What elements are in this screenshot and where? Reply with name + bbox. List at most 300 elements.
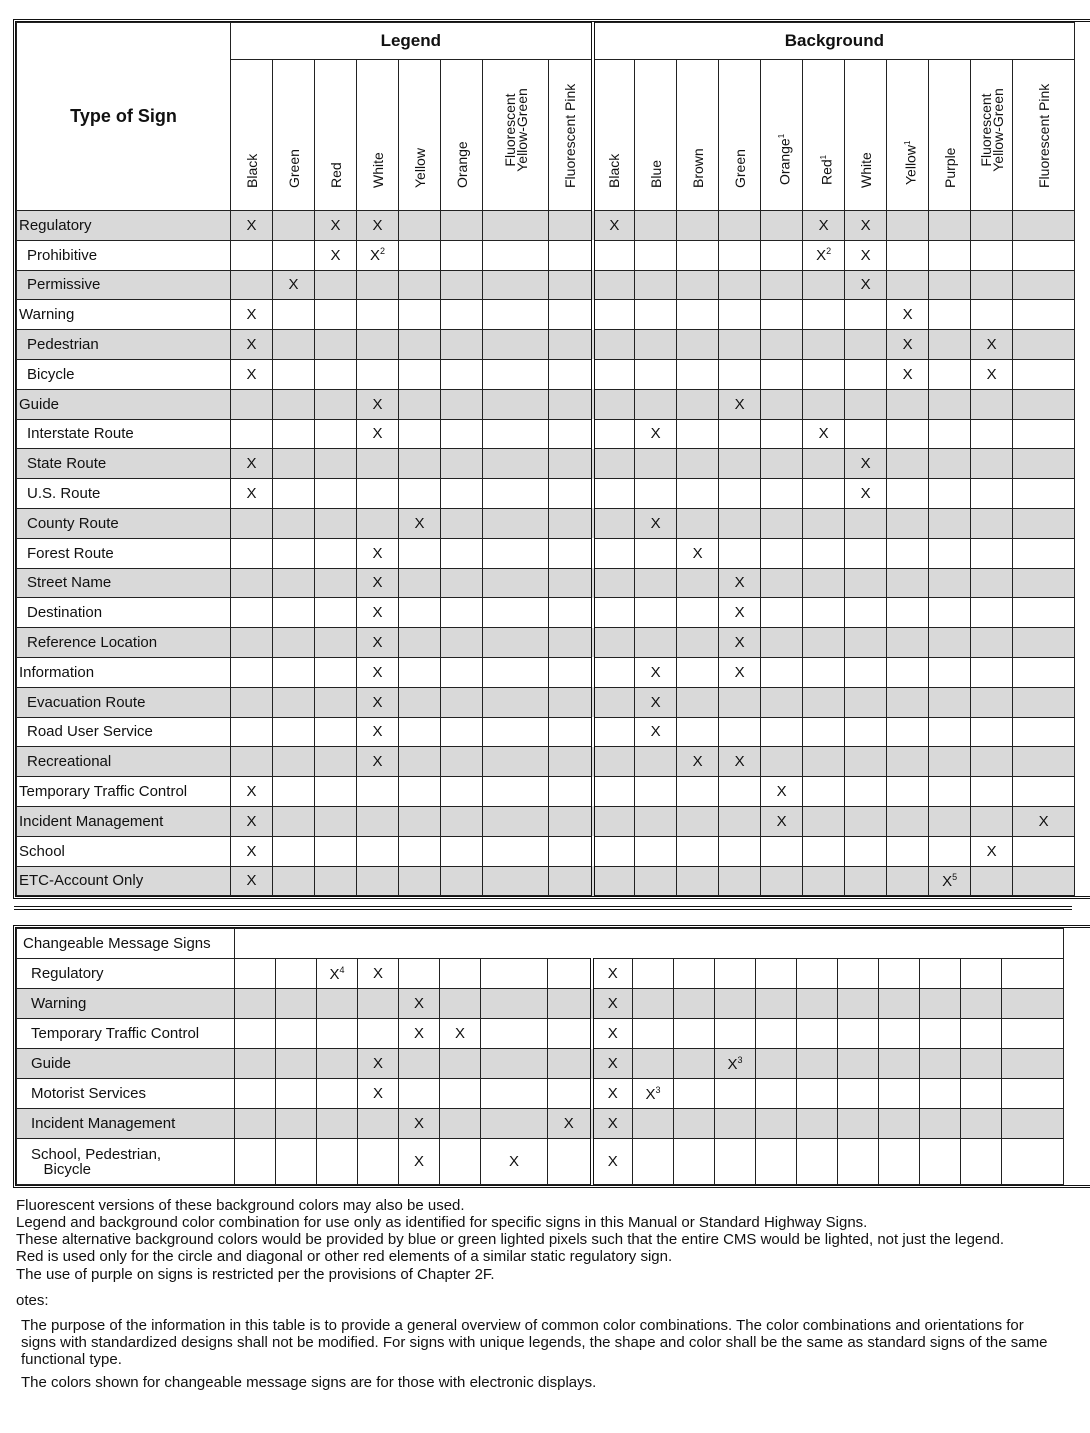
cms-background-cell <box>797 1079 838 1109</box>
cms-background-cell <box>674 959 715 989</box>
background-cell <box>761 211 803 241</box>
cms-row <box>17 1049 1090 1079</box>
legend-cell <box>399 717 441 747</box>
legend-cell <box>399 211 441 241</box>
cms-background-cell <box>838 1139 879 1185</box>
background-cell <box>677 211 719 241</box>
legend-cell <box>483 270 549 300</box>
background-cell <box>1013 717 1075 747</box>
cms-row <box>17 1079 1090 1109</box>
background-cell <box>1013 538 1075 568</box>
background-cell <box>887 747 929 777</box>
cms-row-label: Temporary Traffic Control <box>17 1019 235 1049</box>
table-row <box>17 866 1090 896</box>
background-cell <box>929 300 971 330</box>
legend-cell <box>399 747 441 777</box>
background-cell <box>593 240 635 270</box>
cms-legend-cell <box>548 1049 592 1079</box>
legend-cell <box>231 270 273 300</box>
legend-cell <box>399 359 441 389</box>
legend-cell <box>441 598 483 628</box>
cms-background-cell <box>879 1109 920 1139</box>
cms-legend-cell: X <box>399 1139 440 1185</box>
background-cell <box>1013 508 1075 538</box>
legend-cell <box>483 300 549 330</box>
legend-cell <box>273 419 315 449</box>
cms-background-cell <box>920 1079 961 1109</box>
legend-cell: X <box>231 836 273 866</box>
background-cell <box>845 747 887 777</box>
cms-legend-cell <box>399 1079 440 1109</box>
cms-background-cell: X <box>592 1139 633 1185</box>
legend-cell <box>483 717 549 747</box>
background-cell <box>887 211 929 241</box>
cms-legend-cell <box>440 1079 481 1109</box>
background-cell <box>887 598 929 628</box>
cms-legend-cell <box>317 1019 358 1049</box>
background-cell: X <box>971 359 1013 389</box>
legend-cell <box>273 538 315 568</box>
legend-cell <box>483 211 549 241</box>
cms-background-cell <box>879 959 920 989</box>
background-cell <box>677 836 719 866</box>
cms-row <box>17 959 1090 989</box>
legend-cell <box>273 330 315 360</box>
legend-cell <box>399 449 441 479</box>
background-cell: X <box>1013 806 1075 836</box>
cms-legend-cell <box>399 1049 440 1079</box>
background-cell <box>761 389 803 419</box>
background-cell <box>971 687 1013 717</box>
background-cell <box>971 717 1013 747</box>
color-combination-table <box>16 22 1090 896</box>
background-cell <box>887 777 929 807</box>
cms-background-cell <box>879 1139 920 1185</box>
legend-cell: X <box>357 568 399 598</box>
legend-cell <box>483 508 549 538</box>
note-2: The colors shown for changeable message signs are for those with electronic displays. <box>21 1374 597 1391</box>
legend-cell <box>549 628 593 658</box>
legend-cell <box>483 240 549 270</box>
legend-cell <box>273 508 315 538</box>
background-cell <box>845 419 887 449</box>
cms-background-cell <box>674 1139 715 1185</box>
legend-cell <box>315 359 357 389</box>
cms-row <box>17 989 1090 1019</box>
background-cell <box>719 419 761 449</box>
cms-legend-cell <box>548 959 592 989</box>
cms-legend-cell <box>358 1019 399 1049</box>
legend-cell <box>357 359 399 389</box>
background-cell <box>803 479 845 509</box>
background-cell <box>803 687 845 717</box>
legend-cell <box>441 747 483 777</box>
cms-legend-cell <box>481 989 548 1019</box>
row-label: State Route <box>17 449 231 479</box>
cms-background-cell <box>633 1019 674 1049</box>
legend-cell <box>441 836 483 866</box>
table-row <box>17 687 1090 717</box>
table-row <box>17 747 1090 777</box>
background-cell <box>929 538 971 568</box>
legend-cell <box>357 449 399 479</box>
legend-cell <box>441 687 483 717</box>
legend-cell <box>315 628 357 658</box>
legend-cell <box>483 747 549 777</box>
background-cell <box>803 717 845 747</box>
row-label: Permissive <box>17 270 231 300</box>
background-cell <box>803 270 845 300</box>
legend-cell <box>315 687 357 717</box>
background-cell: X <box>719 389 761 419</box>
legend-cell <box>315 866 357 896</box>
background-cell <box>971 449 1013 479</box>
row-label: Regulatory <box>17 211 231 241</box>
cms-legend-cell <box>440 1049 481 1079</box>
background-cell <box>761 538 803 568</box>
background-cell <box>1013 300 1075 330</box>
legend-cell: X <box>231 866 273 896</box>
cms-background-cell <box>1002 1079 1064 1109</box>
legend-cell <box>399 568 441 598</box>
cms-background-cell: $X^3$ <box>633 1079 674 1109</box>
background-cell <box>929 508 971 538</box>
row-label: Interstate Route <box>17 419 231 449</box>
background-cell <box>1013 568 1075 598</box>
cms-background-cell: X <box>592 1019 633 1049</box>
legend-cell <box>315 330 357 360</box>
background-cell <box>719 300 761 330</box>
table-row <box>17 568 1090 598</box>
legend-cell <box>399 598 441 628</box>
background-cell <box>929 240 971 270</box>
legend-cell <box>231 747 273 777</box>
background-group-header: Background <box>593 23 1075 60</box>
legend-cell <box>483 389 549 419</box>
background-cell <box>803 598 845 628</box>
legend-cell <box>315 508 357 538</box>
cms-background-cell <box>961 1049 1002 1079</box>
background-cell <box>971 628 1013 658</box>
legend-cell <box>231 240 273 270</box>
legend-cell <box>549 717 593 747</box>
background-cell <box>803 657 845 687</box>
legend-cell <box>549 687 593 717</box>
background-cell <box>845 866 887 896</box>
row-label: School <box>17 836 231 866</box>
background-cell <box>593 479 635 509</box>
background-cell <box>845 806 887 836</box>
cms-row-label: Incident Management <box>17 1109 235 1139</box>
background-cell: X <box>887 359 929 389</box>
cms-legend-cell <box>548 1139 592 1185</box>
background-cell: X <box>635 687 677 717</box>
background-cell: X <box>803 419 845 449</box>
cms-background-cell <box>797 1049 838 1079</box>
background-cell <box>635 836 677 866</box>
background-cell <box>593 777 635 807</box>
background-cell <box>593 806 635 836</box>
cms-background-cell <box>674 1019 715 1049</box>
background-cell <box>635 270 677 300</box>
legend-cell <box>549 389 593 419</box>
legend-cell <box>549 240 593 270</box>
background-cell <box>803 777 845 807</box>
background-cell <box>593 657 635 687</box>
notes-heading: otes: <box>16 1292 49 1309</box>
legend-cell: X <box>357 419 399 449</box>
legend-cell <box>315 419 357 449</box>
cms-background-cell <box>961 989 1002 1019</box>
background-cell <box>761 300 803 330</box>
cms-legend-cell <box>481 959 548 989</box>
background-cell <box>677 479 719 509</box>
legend-cell <box>399 836 441 866</box>
background-cell <box>719 687 761 717</box>
legend-cell <box>399 389 441 419</box>
cms-legend-cell <box>317 1079 358 1109</box>
background-cell <box>761 717 803 747</box>
legend-cell <box>231 628 273 658</box>
background-cell <box>593 300 635 330</box>
background-cell: X <box>593 211 635 241</box>
background-col-red: Red$^1$ <box>803 60 845 211</box>
cms-legend-cell <box>235 1049 276 1079</box>
table-row <box>17 836 1090 866</box>
legend-cell <box>483 449 549 479</box>
row-label: Evacuation Route <box>17 687 231 717</box>
background-cell <box>887 270 929 300</box>
row-label: Temporary Traffic Control <box>17 777 231 807</box>
background-cell <box>593 687 635 717</box>
legend-cell <box>315 747 357 777</box>
cms-legend-cell <box>440 959 481 989</box>
legend-cell: X <box>357 389 399 419</box>
legend-cell <box>357 508 399 538</box>
background-cell <box>593 419 635 449</box>
background-cell <box>761 687 803 717</box>
legend-cell: X <box>231 449 273 479</box>
cms-legend-cell <box>235 989 276 1019</box>
background-cell <box>677 389 719 419</box>
legend-col-orange: Orange <box>441 60 483 211</box>
background-cell <box>635 300 677 330</box>
background-cell: X <box>845 449 887 479</box>
cms-legend-cell <box>548 989 592 1019</box>
cms-background-cell <box>756 1019 797 1049</box>
legend-cell: X <box>231 211 273 241</box>
legend-cell <box>399 300 441 330</box>
legend-cell <box>357 479 399 509</box>
background-cell <box>635 568 677 598</box>
background-cell <box>719 330 761 360</box>
table-row <box>17 777 1090 807</box>
cms-background-cell <box>715 1079 756 1109</box>
table-row <box>17 389 1090 419</box>
cms-row-label: School, Pedestrian, Bicycle <box>17 1139 235 1185</box>
legend-cell <box>441 806 483 836</box>
background-cell: X <box>845 479 887 509</box>
legend-cell <box>399 330 441 360</box>
legend-cell <box>315 568 357 598</box>
background-cell <box>803 747 845 777</box>
legend-col-green: Green <box>273 60 315 211</box>
cms-legend-cell <box>481 1049 548 1079</box>
background-cell <box>719 449 761 479</box>
row-label: Reference Location <box>17 628 231 658</box>
legend-cell <box>549 359 593 389</box>
cms-title-spacer <box>235 929 1064 959</box>
cms-legend-cell <box>317 989 358 1019</box>
cms-legend-cell <box>276 1019 317 1049</box>
legend-cell <box>483 628 549 658</box>
background-cell: X <box>803 211 845 241</box>
legend-cell <box>483 836 549 866</box>
background-cell: X <box>719 657 761 687</box>
legend-cell <box>549 538 593 568</box>
background-cell <box>929 657 971 687</box>
cms-legend-cell <box>276 1109 317 1139</box>
cms-legend-cell: X <box>399 1109 440 1139</box>
row-label: Prohibitive <box>17 240 231 270</box>
legend-cell <box>483 687 549 717</box>
background-col-green: Green <box>719 60 761 211</box>
cms-legend-cell: X <box>358 1049 399 1079</box>
legend-cell: X <box>231 806 273 836</box>
legend-cell <box>357 836 399 866</box>
cms-legend-cell <box>317 1049 358 1079</box>
cms-row <box>17 1019 1090 1049</box>
background-cell <box>761 628 803 658</box>
cms-background-cell <box>1002 1139 1064 1185</box>
cms-background-cell <box>756 959 797 989</box>
row-label: Recreational <box>17 747 231 777</box>
legend-cell <box>357 300 399 330</box>
sign-type-rows <box>17 211 1090 896</box>
legend-cell: X <box>231 777 273 807</box>
legend-cell <box>357 806 399 836</box>
background-cell <box>719 806 761 836</box>
background-cell <box>761 359 803 389</box>
changeable-message-signs-table <box>16 928 1090 1185</box>
legend-cell: X <box>357 628 399 658</box>
cms-legend-cell <box>276 989 317 1019</box>
background-col-fluorescent-yellow-green: Fluorescent Yellow-Green <box>971 60 1013 211</box>
legend-cell <box>441 270 483 300</box>
background-cell <box>887 687 929 717</box>
legend-cell: X <box>231 479 273 509</box>
legend-cell <box>441 628 483 658</box>
background-cell <box>593 538 635 568</box>
cms-legend-cell: X <box>358 959 399 989</box>
background-cell <box>761 866 803 896</box>
background-cell <box>971 479 1013 509</box>
cms-background-cell <box>674 1079 715 1109</box>
background-cell <box>971 657 1013 687</box>
background-cell <box>887 717 929 747</box>
cms-background-cell <box>838 1079 879 1109</box>
legend-cell <box>399 479 441 509</box>
background-cell <box>1013 240 1075 270</box>
cms-background-cell <box>838 989 879 1019</box>
cms-row-label: Guide <box>17 1049 235 1079</box>
cms-background-cell: X <box>592 1079 633 1109</box>
background-cell <box>887 419 929 449</box>
background-cell <box>929 330 971 360</box>
background-cell <box>635 449 677 479</box>
background-cell <box>593 389 635 419</box>
background-cell <box>803 568 845 598</box>
legend-cell <box>399 687 441 717</box>
table-row <box>17 240 1090 270</box>
background-cell <box>887 479 929 509</box>
background-cell <box>635 628 677 658</box>
background-cell <box>845 717 887 747</box>
cms-legend-cell <box>235 1139 276 1185</box>
cms-legend-cell <box>235 1109 276 1139</box>
background-cell <box>1013 359 1075 389</box>
cms-legend-cell: X <box>358 1079 399 1109</box>
background-cell <box>593 508 635 538</box>
legend-cell <box>483 419 549 449</box>
background-cell <box>845 836 887 866</box>
background-cell <box>803 508 845 538</box>
background-cell <box>845 568 887 598</box>
background-cell: X <box>845 211 887 241</box>
legend-cell <box>273 359 315 389</box>
cms-row-label: Warning <box>17 989 235 1019</box>
legend-cell: X <box>357 687 399 717</box>
background-cell <box>887 240 929 270</box>
cms-background-cell <box>756 1049 797 1079</box>
row-label: Warning <box>17 300 231 330</box>
note-1: The purpose of the information in this table is to provide a general overview of common color combinations. The color combinations and orientations for signs with standardized designs shall not be modified. For signs with unique legends, the shape and color shall be the same as standard signs of the same functional type. <box>21 1317 1048 1368</box>
row-label: U.S. Route <box>17 479 231 509</box>
legend-cell: X <box>399 508 441 538</box>
table-row <box>17 598 1090 628</box>
background-cell <box>887 389 929 419</box>
row-label: Street Name <box>17 568 231 598</box>
legend-cell <box>399 657 441 687</box>
background-cell <box>887 628 929 658</box>
background-cell <box>593 836 635 866</box>
legend-cell <box>549 270 593 300</box>
background-cell <box>593 330 635 360</box>
cms-legend-cell <box>317 1139 358 1185</box>
background-cell <box>971 806 1013 836</box>
cms-background-cell <box>797 989 838 1019</box>
cms-background-cell <box>633 1049 674 1079</box>
footnote-1: Fluorescent versions of these background colors may also be used. <box>16 1197 465 1214</box>
cms-legend-cell: X <box>548 1109 592 1139</box>
table-row <box>17 359 1090 389</box>
background-cell: X <box>635 419 677 449</box>
cms-background-cell <box>756 989 797 1019</box>
legend-cell <box>315 657 357 687</box>
background-cell: X <box>635 508 677 538</box>
background-cell <box>719 270 761 300</box>
background-cell <box>677 508 719 538</box>
background-cell <box>971 538 1013 568</box>
legend-cell <box>231 657 273 687</box>
cms-legend-cell <box>358 1139 399 1185</box>
background-cell <box>929 836 971 866</box>
background-cell <box>593 628 635 658</box>
background-cell <box>677 419 719 449</box>
cms-background-cell <box>879 1049 920 1079</box>
cms-legend-cell: X <box>399 989 440 1019</box>
legend-cell <box>483 479 549 509</box>
